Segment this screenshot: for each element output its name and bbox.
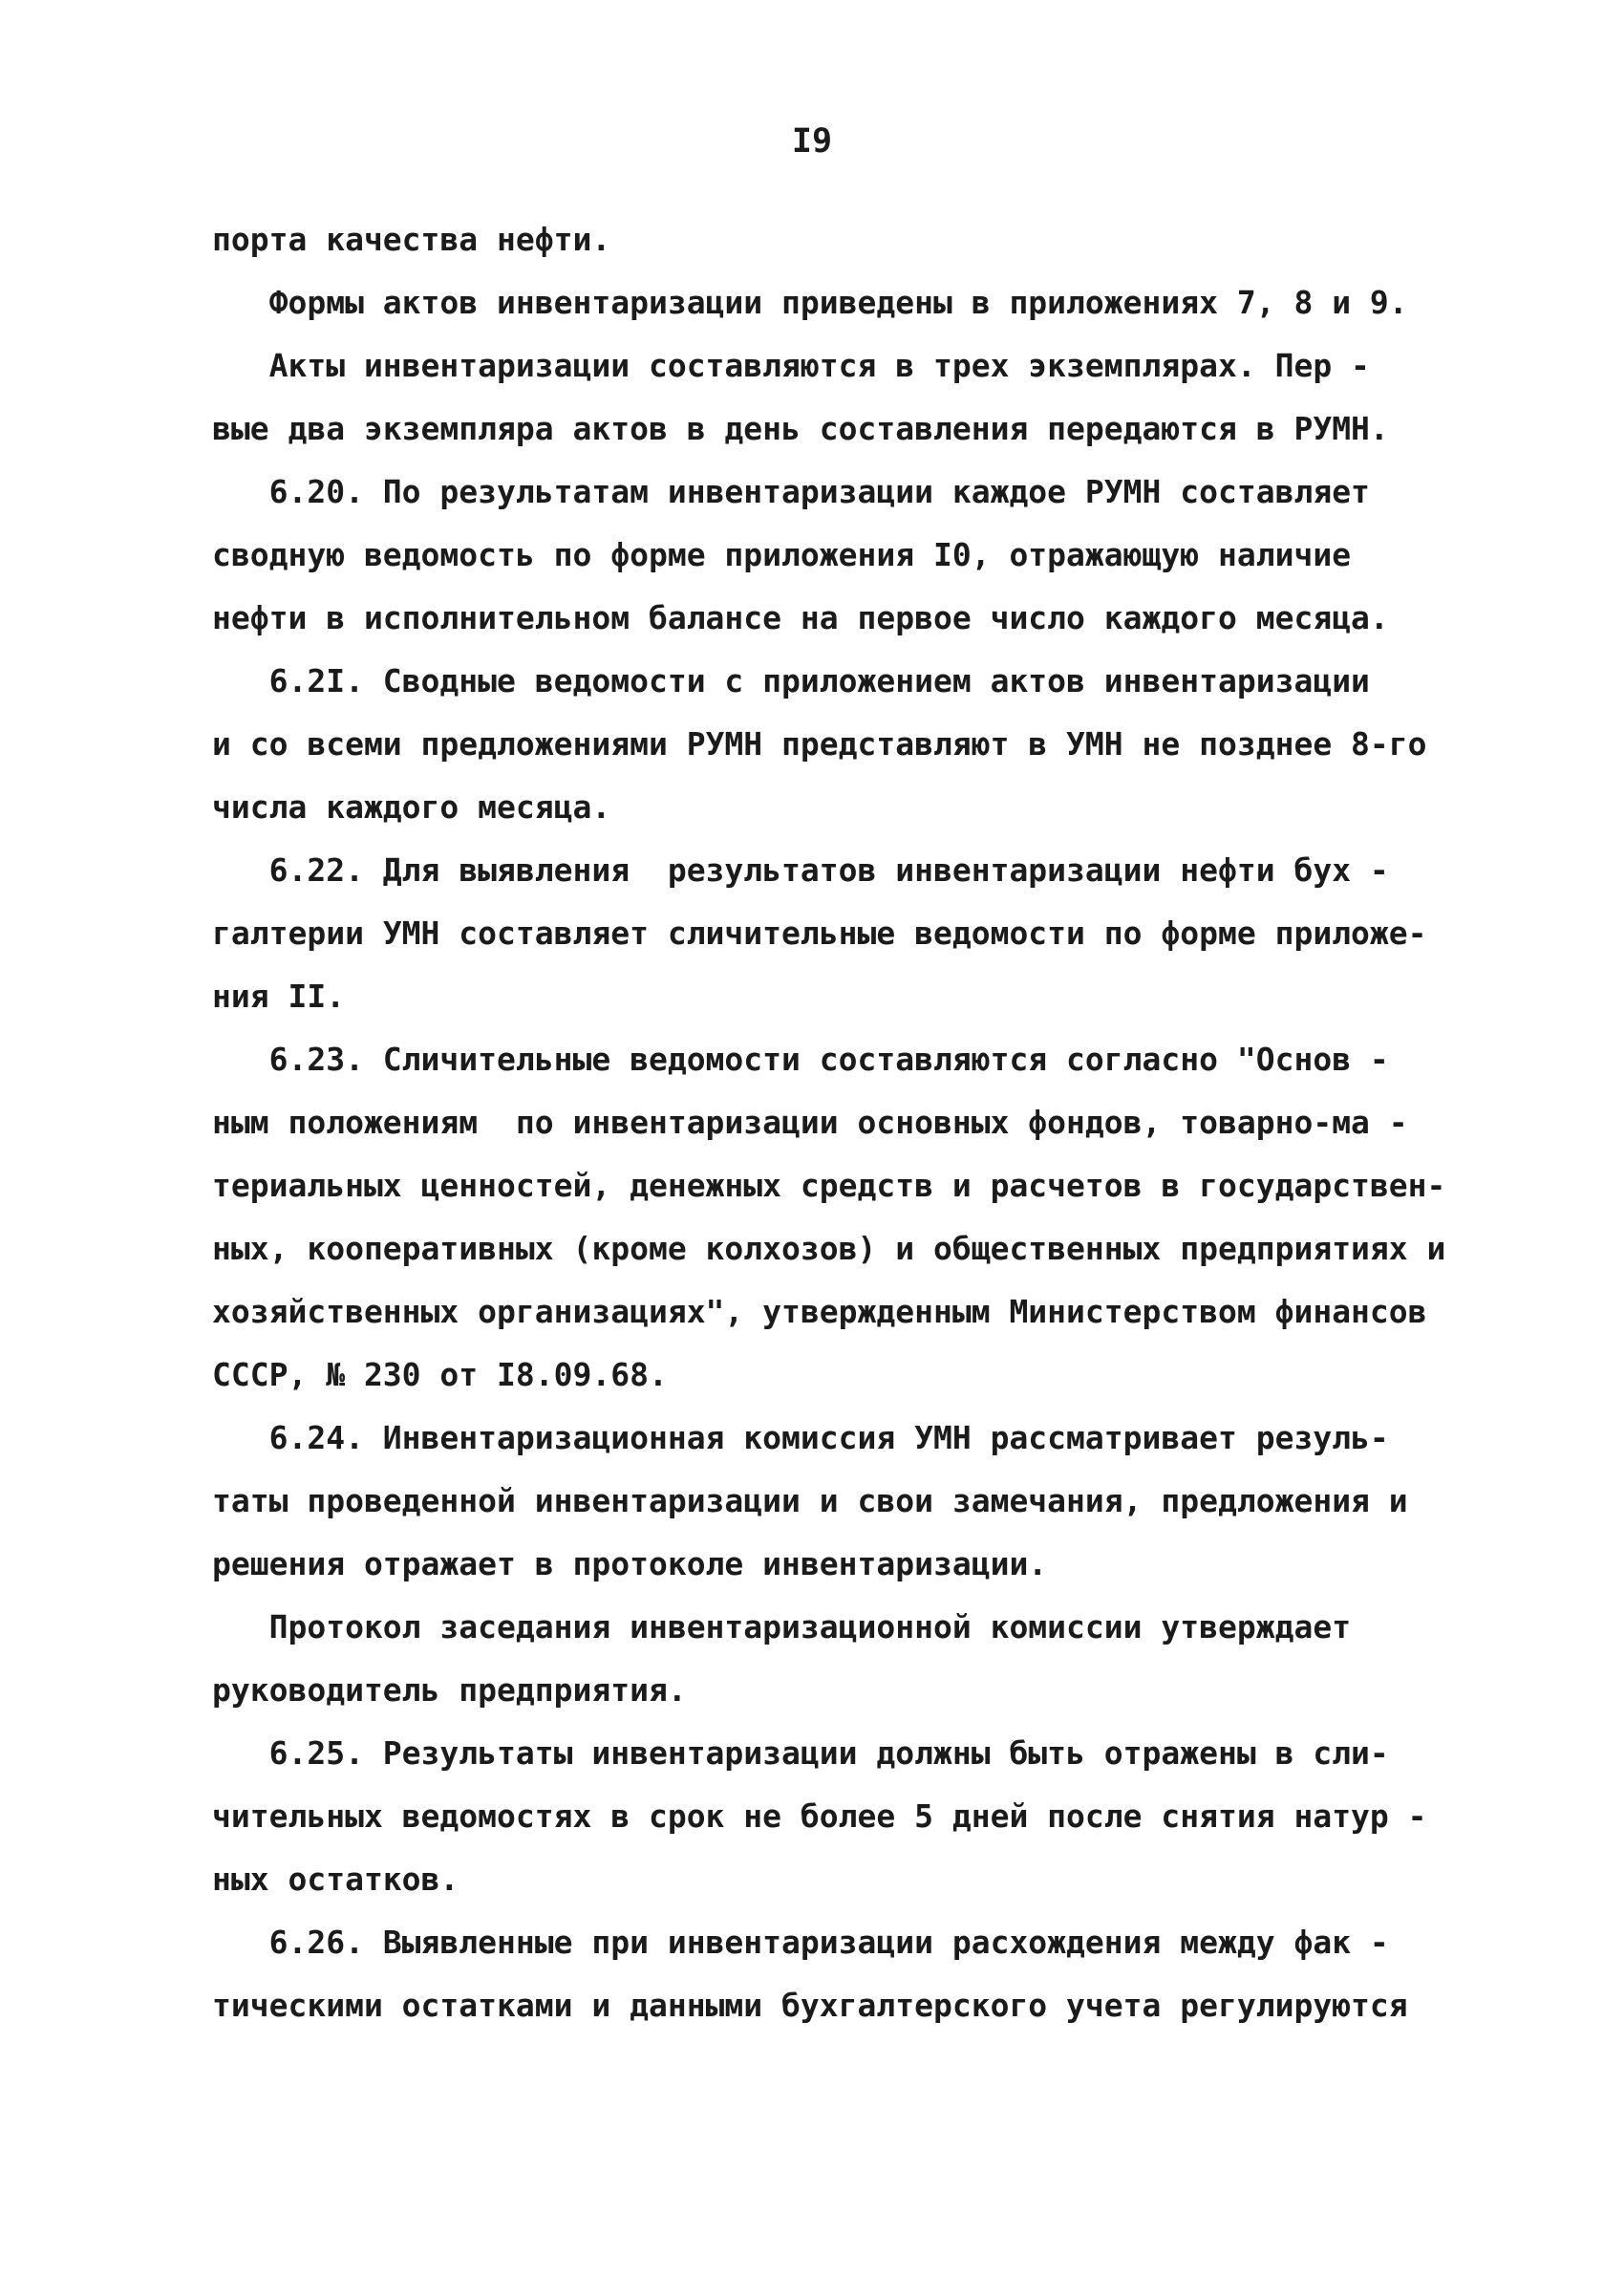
text-line: таты проведенной инвентаризации и свои замечания, предложения и — [212, 1482, 1408, 1519]
text-line: сводную ведомость по форме приложения I0, отражающую наличие — [212, 536, 1352, 573]
text-line: 6.24. Инвентаризационная комиссия УМН рассматривает резуль- — [212, 1419, 1389, 1456]
text-line: 6.22. Для выявления результатов инвентаризации нефти бух - — [212, 851, 1389, 889]
text-line: чительных ведомостях в срок не более 5 дней после снятия натур - — [212, 1797, 1427, 1835]
text-line: вые два экземпляра актов в день составления передаются в РУМН. — [212, 410, 1389, 447]
body-text — [212, 208, 1473, 2037]
text-line: и со всеми предложениями РУМН представляют в УМН не позднее 8-го — [212, 725, 1427, 763]
text-line: числа каждого месяца. — [212, 788, 611, 826]
text-line: 6.20. По результатам инвентаризации каждое РУМН составляет — [212, 473, 1370, 510]
text-line: галтерии УМН составляет сличительные ведомости по форме приложе- — [212, 914, 1427, 952]
text-line: руководитель предприятия. — [212, 1671, 687, 1709]
text-line: тическими остатками и данными бухгалтерского учета регулируются — [212, 1987, 1408, 2024]
text-line: СССР, № 230 от I8.09.68. — [212, 1356, 668, 1393]
text-line: Акты инвентаризации составляются в трех экземплярах. Пер - — [212, 347, 1370, 384]
text-line: 6.2I. Сводные ведомости с приложением актов инвентаризации — [212, 662, 1370, 699]
page-number: I9 — [791, 122, 833, 161]
text-line: нефти в исполнительном балансе на первое число каждого месяца. — [212, 599, 1389, 636]
text-line: 6.26. Выявленные при инвентаризации расхождения между фак - — [212, 1924, 1389, 1961]
text-line: 6.25. Результаты инвентаризации должны быть отражены в сли- — [212, 1734, 1389, 1772]
text-line: Формы актов инвентаризации приведены в приложениях 7, 8 и 9. — [212, 284, 1408, 321]
text-line: ных остатков. — [212, 1861, 459, 1898]
text-line: порта качества нефти. — [212, 221, 611, 258]
text-line: ных, кооперативных (кроме колхозов) и общественных предприятиях и — [212, 1230, 1446, 1267]
text-line: Протокол заседания инвентаризационной комиссии утверждает — [212, 1608, 1352, 1645]
text-line: хозяйственных организациях", утвержденным Министерством финансов — [212, 1293, 1427, 1330]
text-line: решения отражает в протоколе инвентаризации. — [212, 1545, 1048, 1582]
text-line: териальных ценностей, денежных средств и расчетов в государствен- — [212, 1167, 1446, 1204]
text-line: ным положениям по инвентаризации основных фондов, товарно-ма - — [212, 1104, 1408, 1141]
text-line: ния II. — [212, 978, 346, 1015]
text-line: 6.23. Сличительные ведомости составляются согласно "Основ - — [212, 1041, 1389, 1078]
